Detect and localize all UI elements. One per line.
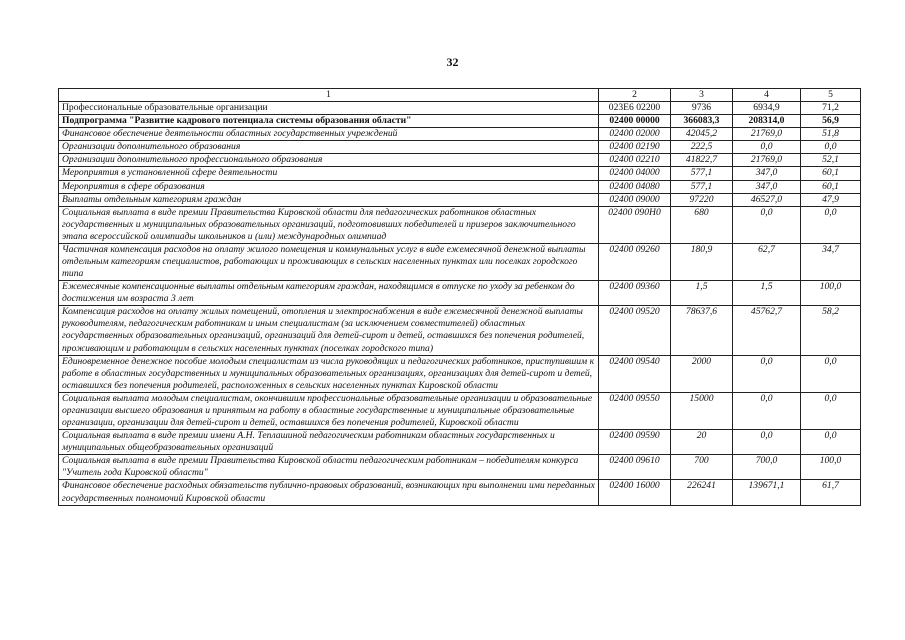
row-code-cell: 02400 09550 bbox=[599, 392, 671, 429]
row-executed-cell: 0,0 bbox=[733, 430, 801, 455]
table-header-row bbox=[59, 89, 861, 102]
table-row bbox=[59, 102, 861, 115]
row-code-cell: 02400 02190 bbox=[599, 141, 671, 154]
row-planned-cell: 15000 bbox=[671, 392, 733, 429]
row-code-cell: 02400 09360 bbox=[599, 281, 671, 306]
row-code-cell: 02400 16000 bbox=[599, 480, 671, 505]
table-row bbox=[59, 115, 861, 128]
row-planned-cell: 42045,2 bbox=[671, 128, 733, 141]
row-executed-cell: 6934,9 bbox=[733, 102, 801, 115]
row-planned-cell: 366083,3 bbox=[671, 115, 733, 128]
row-percent-cell: 71,2 bbox=[801, 102, 861, 115]
row-percent-cell: 0,0 bbox=[801, 392, 861, 429]
row-percent-cell: 0,0 bbox=[801, 355, 861, 392]
row-planned-cell: 680 bbox=[671, 206, 733, 243]
row-code-cell: 02400 02210 bbox=[599, 154, 671, 167]
row-percent-cell: 34,7 bbox=[801, 243, 861, 280]
row-name-cell: Частичная компенсация расходов на оплату жилого помещения и коммунальных услуг в виде ежемесячной денежной выплаты отдельным категориям специалистов, работающих и проживающих в сельских населенных пунктах или поселках городского типа bbox=[59, 243, 599, 280]
row-percent-cell: 0,0 bbox=[801, 206, 861, 243]
row-planned-cell: 577,1 bbox=[671, 167, 733, 180]
row-planned-cell: 78637,6 bbox=[671, 306, 733, 355]
row-percent-cell: 56,9 bbox=[801, 115, 861, 128]
table-row bbox=[59, 455, 861, 480]
row-name-cell: Социальная выплата в виде премии Правительства Кировской области педагогическим работникам – победителям конкурса "Учитель года Кировской области" bbox=[59, 455, 599, 480]
row-name-cell: Подпрограмма "Развитие кадрового потенциала системы образования области" bbox=[59, 115, 599, 128]
row-percent-cell: 52,1 bbox=[801, 154, 861, 167]
column-header-4: 4 bbox=[733, 89, 801, 102]
column-header-5: 5 bbox=[801, 89, 861, 102]
row-percent-cell: 47,9 bbox=[801, 193, 861, 206]
table-row bbox=[59, 141, 861, 154]
row-planned-cell: 2000 bbox=[671, 355, 733, 392]
row-executed-cell: 21769,0 bbox=[733, 154, 801, 167]
row-code-cell: 02400 00000 bbox=[599, 115, 671, 128]
row-planned-cell: 9736 bbox=[671, 102, 733, 115]
table-row bbox=[59, 206, 861, 243]
row-name-cell: Организации дополнительного профессионального образования bbox=[59, 154, 599, 167]
table-row bbox=[59, 243, 861, 280]
table-row bbox=[59, 154, 861, 167]
row-name-cell: Ежемесячные компенсационные выплаты отдельным категориям граждан, находящимся в отпуске по уходу за ребенком до достижения им возраста 3 лет bbox=[59, 281, 599, 306]
row-percent-cell: 60,1 bbox=[801, 167, 861, 180]
table-row bbox=[59, 306, 861, 355]
row-name-cell: Социальная выплата молодым специалистам, окончившим профессиональные образовательные организации и образовательные организации высшего образования и принятым на работу в областные государственные и муниципальные образовательные организации, организации для детей-сирот и детей, оставшихся без попечения родителей, Кировской области bbox=[59, 392, 599, 429]
row-executed-cell: 139671,1 bbox=[733, 480, 801, 505]
row-code-cell: 02400 09540 bbox=[599, 355, 671, 392]
row-name-cell: Финансовое обеспечение расходных обязательств публично-правовых образований, возникающих при выполнении ими переданных государственных полномочий Кировской области bbox=[59, 480, 599, 505]
row-percent-cell: 0,0 bbox=[801, 141, 861, 154]
table-row bbox=[59, 193, 861, 206]
row-code-cell: 02400 09260 bbox=[599, 243, 671, 280]
table-row bbox=[59, 392, 861, 429]
row-percent-cell: 58,2 bbox=[801, 306, 861, 355]
row-percent-cell: 60,1 bbox=[801, 180, 861, 193]
row-name-cell: Компенсация расходов на оплату жилых помещений, отопления и электроснабжения в виде ежемесячной денежной выплаты руководителям, педагогическим работникам и иным специалистам (за исключением совместителей) областных государственных образовательных организаций, организаций для детей-сирот и детей, оставшихся без попечения родителей, проживающим и работающим в сельских населенных пунктах (поселках городского типа) bbox=[59, 306, 599, 355]
row-executed-cell: 1,5 bbox=[733, 281, 801, 306]
row-percent-cell: 51,8 bbox=[801, 128, 861, 141]
row-planned-cell: 97220 bbox=[671, 193, 733, 206]
row-planned-cell: 577,1 bbox=[671, 180, 733, 193]
column-header-2: 2 bbox=[599, 89, 671, 102]
row-percent-cell: 61,7 bbox=[801, 480, 861, 505]
table-row bbox=[59, 180, 861, 193]
table-row bbox=[59, 128, 861, 141]
row-name-cell: Мероприятия в сфере образования bbox=[59, 180, 599, 193]
row-planned-cell: 700 bbox=[671, 455, 733, 480]
row-name-cell: Организации дополнительного образования bbox=[59, 141, 599, 154]
row-executed-cell: 46527,0 bbox=[733, 193, 801, 206]
row-executed-cell: 62,7 bbox=[733, 243, 801, 280]
row-executed-cell: 21769,0 bbox=[733, 128, 801, 141]
row-executed-cell: 208314,0 bbox=[733, 115, 801, 128]
column-header-1: 1 bbox=[59, 89, 599, 102]
row-executed-cell: 0,0 bbox=[733, 141, 801, 154]
row-code-cell: 02400 090Н0 bbox=[599, 206, 671, 243]
row-executed-cell: 347,0 bbox=[733, 167, 801, 180]
row-code-cell: 02400 09520 bbox=[599, 306, 671, 355]
row-code-cell: 02400 04080 bbox=[599, 180, 671, 193]
row-executed-cell: 0,0 bbox=[733, 206, 801, 243]
column-header-3: 3 bbox=[671, 89, 733, 102]
row-planned-cell: 226241 bbox=[671, 480, 733, 505]
row-code-cell: 02400 09590 bbox=[599, 430, 671, 455]
row-name-cell: Выплаты отдельным категориям граждан bbox=[59, 193, 599, 206]
row-code-cell: 023E6 02200 bbox=[599, 102, 671, 115]
row-percent-cell: 0,0 bbox=[801, 430, 861, 455]
row-name-cell: Социальная выплата в виде премии имени А.Н. Теплашиной педагогическим работникам областных государственных и муниципальных общеобразовательных организаций bbox=[59, 430, 599, 455]
table-body bbox=[59, 102, 861, 506]
row-planned-cell: 41822,7 bbox=[671, 154, 733, 167]
row-planned-cell: 20 bbox=[671, 430, 733, 455]
row-planned-cell: 1,5 bbox=[671, 281, 733, 306]
row-executed-cell: 45762,7 bbox=[733, 306, 801, 355]
row-executed-cell: 0,0 bbox=[733, 392, 801, 429]
table-row bbox=[59, 355, 861, 392]
row-percent-cell: 100,0 bbox=[801, 455, 861, 480]
row-executed-cell: 0,0 bbox=[733, 355, 801, 392]
table-row bbox=[59, 430, 861, 455]
row-name-cell: Мероприятия в установленной сфере деятельности bbox=[59, 167, 599, 180]
row-code-cell: 02400 02000 bbox=[599, 128, 671, 141]
table-row bbox=[59, 167, 861, 180]
row-name-cell: Единовременное денежное пособие молодым специалистам из числа руководящих и педагогических работников, приступившим к работе в областных государственных и муниципальных образовательных организациях, организациях для детей-сирот и детей, оставшихся без попечения родителей, расположенных в сельских населенных пунктах Кировской области bbox=[59, 355, 599, 392]
row-name-cell: Финансовое обеспечение деятельности областных государственных учреждений bbox=[59, 128, 599, 141]
budget-table bbox=[58, 88, 861, 506]
row-executed-cell: 700,0 bbox=[733, 455, 801, 480]
page-number: 32 bbox=[446, 55, 459, 69]
table-row bbox=[59, 281, 861, 306]
row-name-cell: Социальная выплата в виде премии Правительства Кировской области для педагогических работников областных государственных и муниципальных образовательных организаций, подготовивших победителей и призеров заключительного этапа всероссийской олимпиады школьников и (или) международных олимпиад bbox=[59, 206, 599, 243]
row-code-cell: 02400 04000 bbox=[599, 167, 671, 180]
row-planned-cell: 180,9 bbox=[671, 243, 733, 280]
row-percent-cell: 100,0 bbox=[801, 281, 861, 306]
row-code-cell: 02400 09610 bbox=[599, 455, 671, 480]
row-name-cell: Профессиональные образовательные организации bbox=[59, 102, 599, 115]
row-executed-cell: 347,0 bbox=[733, 180, 801, 193]
row-code-cell: 02400 09000 bbox=[599, 193, 671, 206]
table-row bbox=[59, 480, 861, 505]
row-planned-cell: 222,5 bbox=[671, 141, 733, 154]
